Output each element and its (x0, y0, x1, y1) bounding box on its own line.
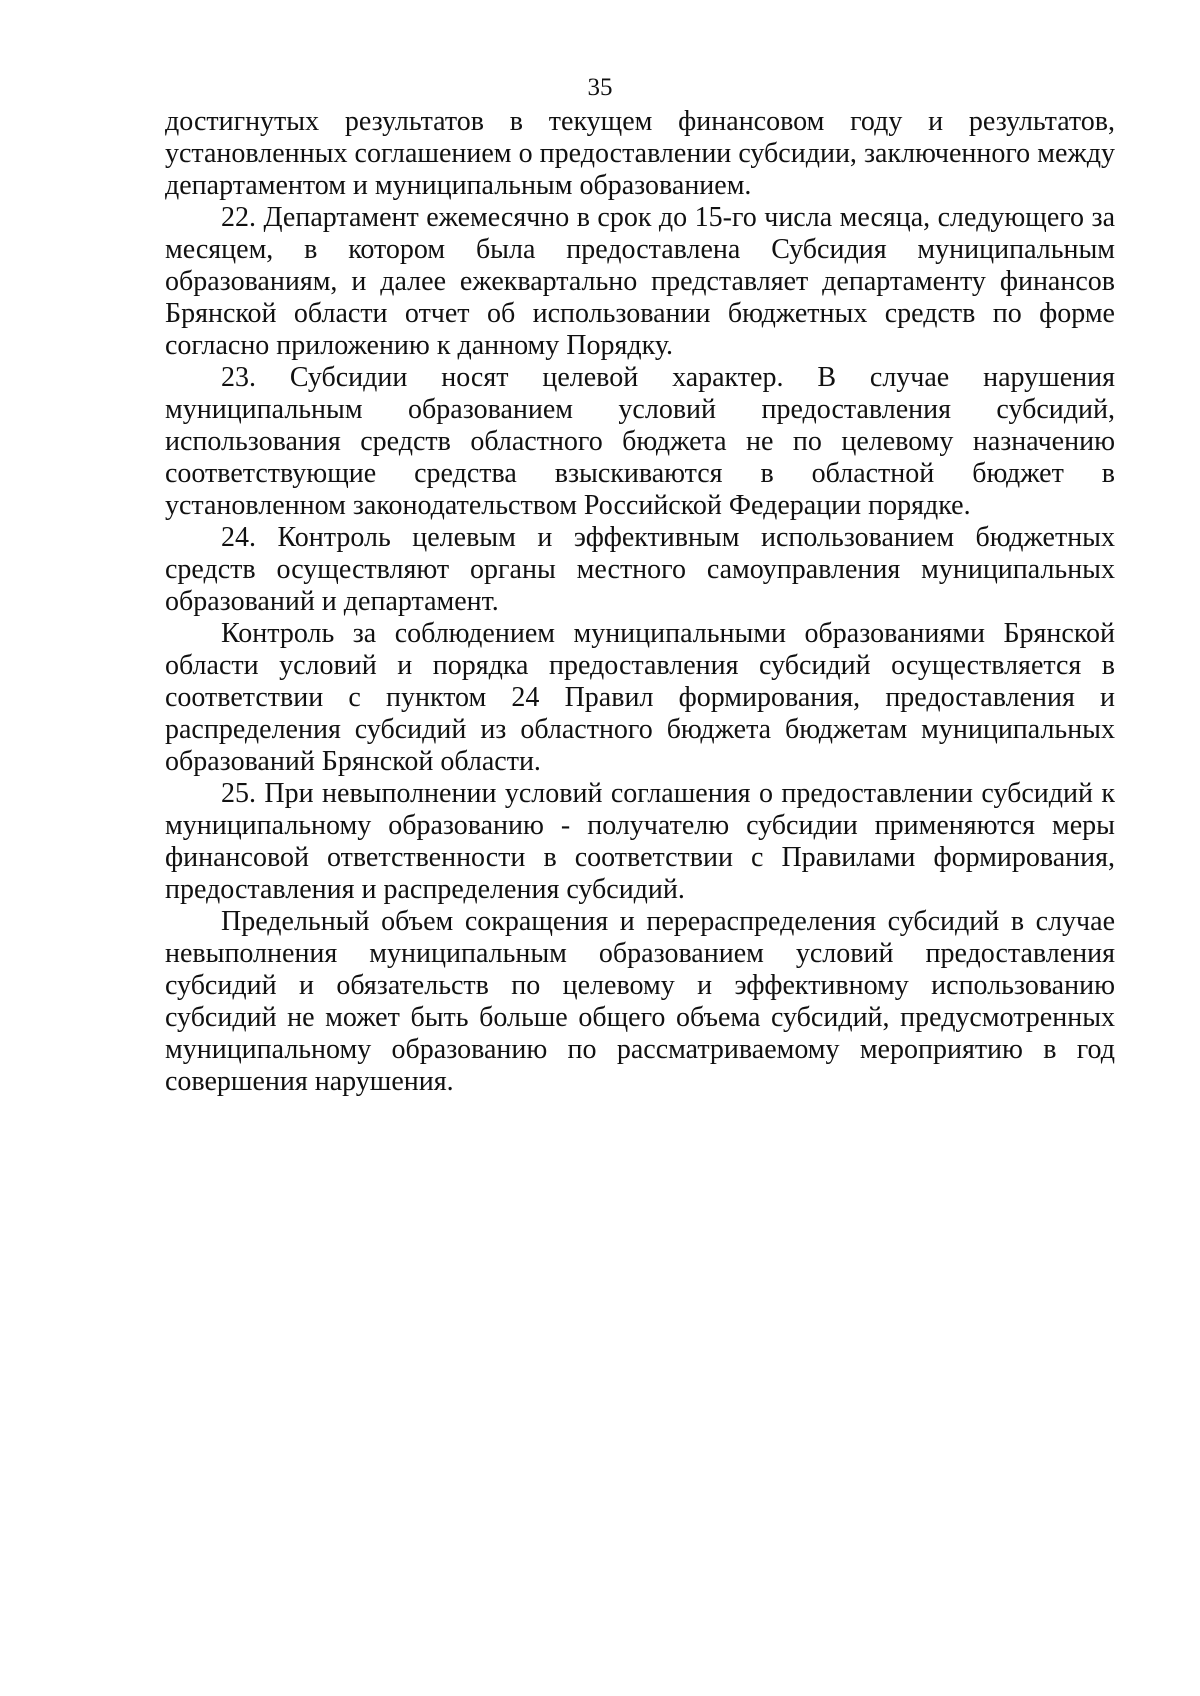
paragraph-continuation: достигнутых результатов в текущем финансовом году и результатов, установленных соглашением о предоставлении субсидии, заключенного между департаментом и муниципальным образованием. (165, 106, 1115, 201)
document-body (165, 106, 1115, 1098)
paragraph-24-control: Контроль за соблюдением муниципальными образованиями Брянской области условий и порядка предоставления субсидий осуществляется в соответствии с пунктом 24 Правил формирования, предоставления и распределения субсидий из областного бюджета бюджетам муниципальных образований Брянской области. (165, 618, 1115, 777)
paragraph-25: 25. При невыполнении условий соглашения о предоставлении субсидий к муниципальному образованию - получателю субсидии применяются меры финансовой ответственности в соответствии с Правилами формирования, предоставления и распределения субсидий. (165, 778, 1115, 905)
paragraph-23: 23. Субсидии носят целевой характер. В случае нарушения муниципальным образованием условий предоставления субсидий, использования средств областного бюджета не по целевому назначению соответствующие средства взыскиваются в областной бюджет в установленном законодательством Российской Федерации порядке. (165, 362, 1115, 521)
paragraph-24: 24. Контроль целевым и эффективным использованием бюджетных средств осуществляют органы местного самоуправления муниципальных образований и департамент. (165, 522, 1115, 617)
paragraph-25-limit: Предельный объем сокращения и перераспределения субсидий в случае невыполнения муниципальным образованием условий предоставления субсидий и обязательств по целевому и эффективному использованию субсидий не может быть больше общего объема субсидий, предусмотренных муниципальному образованию по рассматриваемому мероприятию в год совершения нарушения. (165, 906, 1115, 1097)
paragraph-22: 22. Департамент ежемесячно в срок до 15-го числа месяца, следующего за месяцем, в котором была предоставлена Субсидия муниципальным образованиям, и далее ежеквартально представляет департаменту финансов Брянской области отчет об использовании бюджетных средств по форме согласно приложению к данному Порядку. (165, 202, 1115, 361)
page-number: 35 (587, 74, 613, 101)
